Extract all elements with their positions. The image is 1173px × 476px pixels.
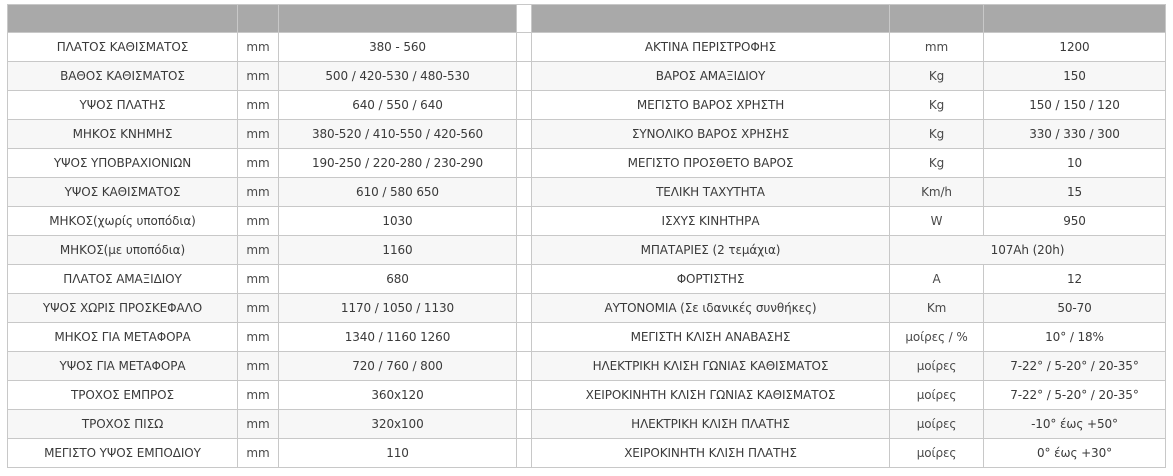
spec-unit-right: Kg <box>890 91 984 120</box>
header-cell-unit-left <box>238 5 279 33</box>
table-row <box>8 265 1166 294</box>
spec-unit-right: μοίρες <box>890 352 984 381</box>
spec-name-right: ΜΠΑΤΑΡΙΕΣ (2 τεμάχια) <box>532 236 890 265</box>
spec-value-left: 680 <box>279 265 517 294</box>
table-row <box>8 33 1166 62</box>
header-cell-name-right <box>532 5 890 33</box>
spec-value-left: 610 / 580 650 <box>279 178 517 207</box>
table-row <box>8 236 1166 265</box>
spec-value-left: 1170 / 1050 / 1130 <box>279 294 517 323</box>
spec-name-right: ΤΕΛΙΚΗ ΤΑΧΥΤΗΤΑ <box>532 178 890 207</box>
spec-name-right: ΜΕΓΙΣΤΗ ΚΛΙΣΗ ΑΝΑΒΑΣΗΣ <box>532 323 890 352</box>
spec-name-left: ΠΛΑΤΟΣ ΚΑΘΙΣΜΑΤΟΣ <box>8 33 238 62</box>
spec-unit-right: Km <box>890 294 984 323</box>
spec-value-left: 110 <box>279 439 517 468</box>
spec-name-right: ΜΕΓΙΣΤΟ ΒΑΡΟΣ ΧΡΗΣΤΗ <box>532 91 890 120</box>
spec-name-right: ΣΥΝΟΛΙΚΟ ΒΑΡΟΣ ΧΡΗΣΗΣ <box>532 120 890 149</box>
table-row <box>8 323 1166 352</box>
spec-value-left: 1160 <box>279 236 517 265</box>
header-cell-value-left <box>279 5 517 33</box>
spec-value-right: 0° έως +30° <box>984 439 1166 468</box>
spec-name-right: ΑΚΤΙΝΑ ΠΕΡΙΣΤΡΟΦΗΣ <box>532 33 890 62</box>
specifications-table <box>7 4 1166 468</box>
spec-unit-left: mm <box>238 352 279 381</box>
spec-unit-right: A <box>890 265 984 294</box>
spec-unit-left: mm <box>238 178 279 207</box>
table-row <box>8 439 1166 468</box>
spec-unit-left: mm <box>238 265 279 294</box>
table-row <box>8 410 1166 439</box>
spec-unit-right: Kg <box>890 62 984 91</box>
header-cell-name-left <box>8 5 238 33</box>
spec-value-left: 720 / 760 / 800 <box>279 352 517 381</box>
spec-name-left: ΜΗΚΟΣ(με υποπόδια) <box>8 236 238 265</box>
spec-unit-right: μοίρες <box>890 410 984 439</box>
spec-name-right: ΧΕΙΡΟΚΙΝΗΤΗ ΚΛΙΣΗ ΠΛΑΤΗΣ <box>532 439 890 468</box>
spec-unit-left: mm <box>238 381 279 410</box>
table-row <box>8 120 1166 149</box>
spec-value-right: 950 <box>984 207 1166 236</box>
spec-name-left: ΜΗΚΟΣ(χωρίς υποπόδια) <box>8 207 238 236</box>
spec-value-right: 107Ah (20h) <box>890 236 1166 265</box>
spec-unit-left: mm <box>238 149 279 178</box>
spec-name-right: ΦΟΡΤΙΣΤΗΣ <box>532 265 890 294</box>
spec-name-right: ΒΑΡΟΣ ΑΜΑΞΙΔΙΟΥ <box>532 62 890 91</box>
spec-name-left: ΜΗΚΟΣ ΚΝΗΜΗΣ <box>8 120 238 149</box>
spec-name-left: ΒΑΘΟΣ ΚΑΘΙΣΜΑΤΟΣ <box>8 62 238 91</box>
spec-value-right: 1200 <box>984 33 1166 62</box>
spec-value-left: 190-250 / 220-280 / 230-290 <box>279 149 517 178</box>
spec-unit-left: mm <box>238 62 279 91</box>
spec-value-right: 12 <box>984 265 1166 294</box>
spec-name-left: ΥΨΟΣ ΚΑΘΙΣΜΑΤΟΣ <box>8 178 238 207</box>
spec-value-right: 7-22° / 5-20° / 20-35° <box>984 352 1166 381</box>
header-cell-value-right <box>984 5 1166 33</box>
spec-value-right: 150 / 150 / 120 <box>984 91 1166 120</box>
column-gap <box>517 33 532 62</box>
header-cell-unit-right <box>890 5 984 33</box>
table-row <box>8 62 1166 91</box>
column-gap <box>517 410 532 439</box>
spec-unit-left: mm <box>238 91 279 120</box>
spec-name-left: ΥΨΟΣ ΓΙΑ ΜΕΤΑΦΟΡΑ <box>8 352 238 381</box>
spec-unit-left: mm <box>238 33 279 62</box>
table-row <box>8 294 1166 323</box>
spec-name-left: ΠΛΑΤΟΣ ΑΜΑΞΙΔΙΟΥ <box>8 265 238 294</box>
spec-name-right: ΜΕΓΙΣΤΟ ΠΡΟΣΘΕΤΟ ΒΑΡΟΣ <box>532 149 890 178</box>
spec-name-left: ΥΨΟΣ ΠΛΑΤΗΣ <box>8 91 238 120</box>
spec-unit-left: mm <box>238 236 279 265</box>
spec-value-left: 1030 <box>279 207 517 236</box>
column-gap <box>517 352 532 381</box>
table-row <box>8 352 1166 381</box>
column-gap <box>517 178 532 207</box>
column-gap <box>517 120 532 149</box>
table-row <box>8 149 1166 178</box>
spec-value-left: 1340 / 1160 1260 <box>279 323 517 352</box>
column-gap <box>517 294 532 323</box>
spec-name-right: ΗΛΕΚΤΡΙΚΗ ΚΛΙΣΗ ΓΩΝΙΑΣ ΚΑΘΙΣΜΑΤΟΣ <box>532 352 890 381</box>
spec-value-right: 10° / 18% <box>984 323 1166 352</box>
column-gap <box>517 439 532 468</box>
spec-value-right: 150 <box>984 62 1166 91</box>
spec-value-left: 360x120 <box>279 381 517 410</box>
table-header <box>8 5 1166 33</box>
header-row <box>8 5 1166 33</box>
spec-unit-left: mm <box>238 410 279 439</box>
column-gap <box>517 381 532 410</box>
column-gap <box>517 62 532 91</box>
table-row <box>8 381 1166 410</box>
spec-value-right: 50-70 <box>984 294 1166 323</box>
spec-unit-right: μοίρες <box>890 381 984 410</box>
spec-value-left: 640 / 550 / 640 <box>279 91 517 120</box>
spec-value-left: 380-520 / 410-550 / 420-560 <box>279 120 517 149</box>
spec-unit-right: mm <box>890 33 984 62</box>
spec-name-left: ΜΗΚΟΣ ΓΙΑ ΜΕΤΑΦΟΡΑ <box>8 323 238 352</box>
column-gap <box>517 91 532 120</box>
spec-value-right: 15 <box>984 178 1166 207</box>
spec-unit-right: Km/h <box>890 178 984 207</box>
column-gap <box>517 323 532 352</box>
column-gap <box>517 149 532 178</box>
spec-unit-right: Kg <box>890 149 984 178</box>
spec-name-left: ΜΕΓΙΣΤΟ ΥΨΟΣ ΕΜΠΟΔΙΟΥ <box>8 439 238 468</box>
spec-name-right: ΧΕΙΡΟΚΙΝΗΤΗ ΚΛΙΣΗ ΓΩΝΙΑΣ ΚΑΘΙΣΜΑΤΟΣ <box>532 381 890 410</box>
spec-unit-left: mm <box>238 294 279 323</box>
spec-unit-left: mm <box>238 207 279 236</box>
spec-unit-right: μοίρες / % <box>890 323 984 352</box>
spec-name-left: ΥΨΟΣ ΧΩΡΙΣ ΠΡΟΣΚΕΦΑΛΟ <box>8 294 238 323</box>
spec-name-left: ΤΡΟΧΟΣ ΠΙΣΩ <box>8 410 238 439</box>
spec-name-right: ΙΣΧΥΣ ΚΙΝΗΤΗΡΑ <box>532 207 890 236</box>
spec-unit-right: μοίρες <box>890 439 984 468</box>
spec-name-left: ΥΨΟΣ ΥΠΟΒΡΑΧΙΟΝΙΩΝ <box>8 149 238 178</box>
column-gap <box>517 207 532 236</box>
column-gap <box>517 236 532 265</box>
column-gap <box>517 265 532 294</box>
spec-unit-left: mm <box>238 120 279 149</box>
spec-name-right: ΑΥΤΟΝΟΜΙΑ (Σε ιδανικές συνθήκες) <box>532 294 890 323</box>
spec-value-right: 10 <box>984 149 1166 178</box>
spec-value-left: 500 / 420-530 / 480-530 <box>279 62 517 91</box>
spec-value-left: 320x100 <box>279 410 517 439</box>
table-row <box>8 91 1166 120</box>
spec-unit-right: W <box>890 207 984 236</box>
spec-value-right: 330 / 330 / 300 <box>984 120 1166 149</box>
table-row <box>8 178 1166 207</box>
spec-unit-left: mm <box>238 439 279 468</box>
table-body <box>8 33 1166 468</box>
table-row <box>8 207 1166 236</box>
spec-value-left: 380 - 560 <box>279 33 517 62</box>
spec-name-right: ΗΛΕΚΤΡΙΚΗ ΚΛΙΣΗ ΠΛΑΤΗΣ <box>532 410 890 439</box>
spec-name-left: ΤΡΟΧΟΣ ΕΜΠΡΟΣ <box>8 381 238 410</box>
spec-value-right: 7-22° / 5-20° / 20-35° <box>984 381 1166 410</box>
spec-unit-left: mm <box>238 323 279 352</box>
header-cell-gap <box>517 5 532 33</box>
spec-value-right: -10° έως +50° <box>984 410 1166 439</box>
spec-unit-right: Kg <box>890 120 984 149</box>
